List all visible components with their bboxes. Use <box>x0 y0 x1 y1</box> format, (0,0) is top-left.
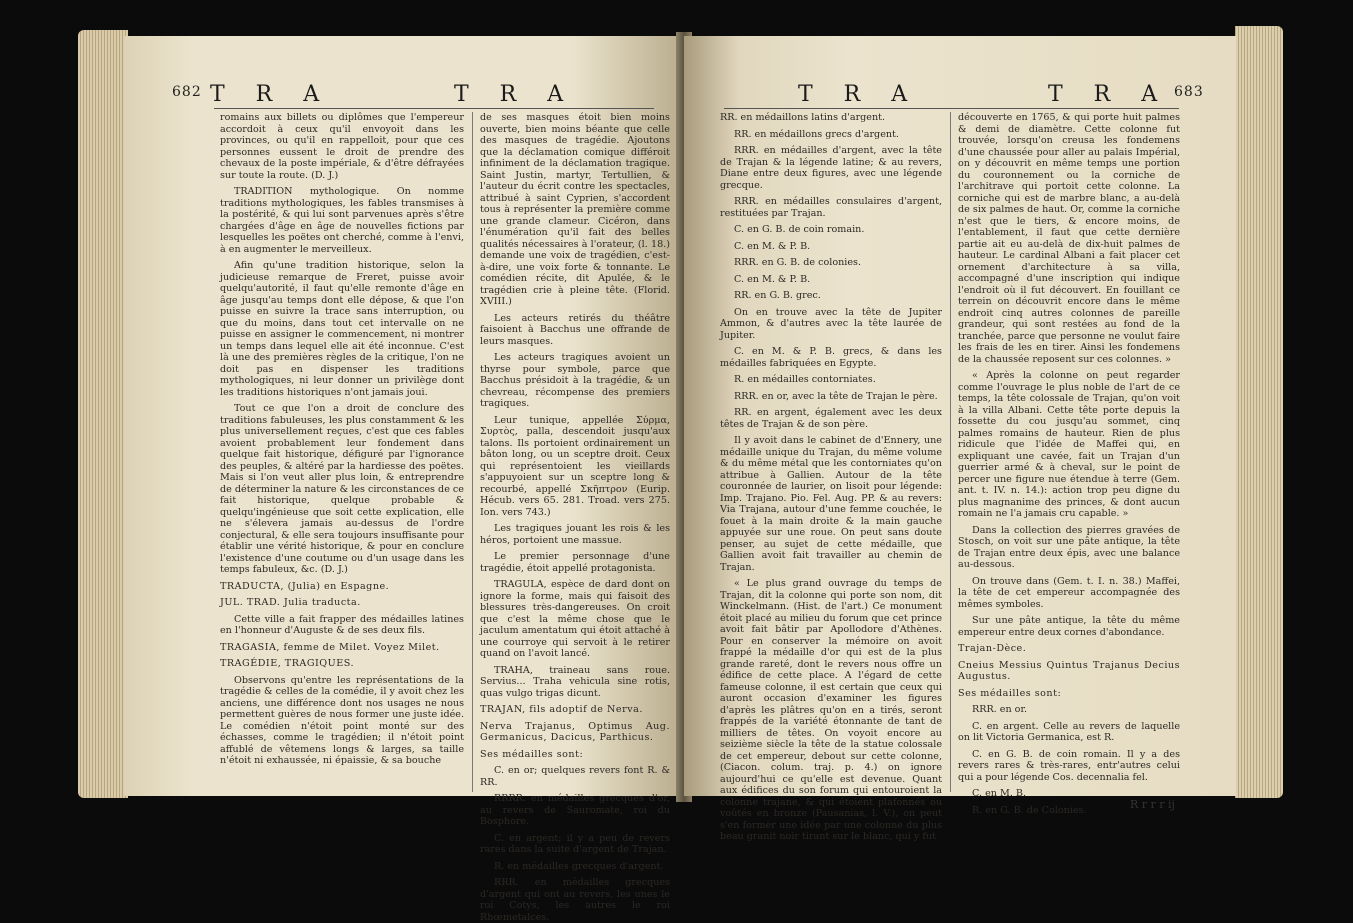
right-page <box>684 36 1236 842</box>
list-item: C. en argent; il y a peu de revers rares dans la suite d'argent de Trajan. <box>480 832 670 855</box>
page-number: 683 <box>1174 84 1204 100</box>
list-item: RRR. en G. B. de colonies. <box>734 257 862 268</box>
running-head: T R A <box>1048 82 1170 107</box>
paragraph: TRADITION mythologique. On nomme traditions mythologiques, les fables transmises à la postérité, & qui lui sont parvenues après s'être chargées d'âge en âge de nouvelles fictions par lesquelles les poëtes ont cherché, comme à l'envi, à en augmenter le merveilleux. <box>220 186 464 255</box>
running-head: T R A <box>210 82 332 107</box>
list-item: Ses médailles sont: <box>958 687 1062 699</box>
list-item: RRRR. en médailles grecques d'or, au revers de Sauromate, roi du Bosphore. <box>480 793 670 827</box>
paragraph: Observons qu'entre les représentations de la tragédie & celles de la comédie, il y avoit chez les anciens, une différence dont nos usages ne nous permettent guères de nous former une juste idée. Le comédien n'étoit point monté sur des échasses, comme le tragédien; il n'étoit point affublé de vêtemens longs & larges, sa taille n'étoit ni exhaussée, ni épaissie, & sa bouche <box>220 674 464 766</box>
list-item: C. en G. B. de coin romain. Il y a des revers rares & très-rares, entr'autres celui qui a pour légende Cos. decennalia fel. <box>958 748 1180 783</box>
paragraph: On en trouve avec la tête de Jupiter Ammon, & d'autres avec la tête laurée de Jupiter. <box>720 306 942 341</box>
entry-heading: Trajan-Dèce. <box>958 643 1027 654</box>
page-edges-left <box>78 30 128 798</box>
column-rule <box>472 112 473 792</box>
paragraph: Il y avoit dans le cabinet de d'Ennery, une médaille unique du Trajan, du même volume & du même métal que les contorniates qu'on attribue à Gallien. Autour de la tête couronnée de laurier, on lisoit pour légende: Imp. Trajano. Pio. Fel. Aug. PP. & au revers: Via Trajana, autour d'une femme couchée, le fouet à la main droite & la main gauche appuyée sur une roue. On peut sans doute penser, au sujet de cette médaille, que Gallien avoit fait travailler au chemin de Trajan. <box>720 435 942 573</box>
header-rule <box>724 108 1179 109</box>
text-column-1 <box>220 112 464 802</box>
entry-heading: TRAGASIA, femme de Milet. Voyez Milet. <box>220 641 440 653</box>
paragraph: Le premier personnage d'une tragédie, étoit appellé protagonista. <box>480 551 670 574</box>
paragraph: romains aux billets ou diplômes que l'empereur accordoit à ceux qu'il envoyoit dans les provinces, ou qu'il en rappelloit, pour que ces personnes eussent le droit de prendre des chevaux de la poste impériale, & d'être défrayées sur toute la route. (D. J.) <box>220 112 464 181</box>
legend-line: Cneius Messius Quintus Trajanus Decius Augustus. <box>958 659 1180 682</box>
header-rule <box>214 108 654 109</box>
page-number: 682 <box>172 84 202 100</box>
list-item: RRR. en médailles grecques d'argent qui ont au revers, les unes le roi Cotys, les autres le roi Rhœmetalces. <box>480 877 670 923</box>
list-item: C. en M. & P. B. <box>734 273 811 285</box>
entry-heading: TRAGÉDIE, TRAGIQUES. <box>220 658 355 669</box>
legend-line: Nerva Trajanus, Optimus Aug. Germanicus, Dacicus, Parthicus. <box>480 720 670 743</box>
paragraph: Leur tunique, appellée Σύρμα, Συρτὸς, palla, descendoit jusqu'aux talons. Ils portoient ordinairement un bâton long, ou un sceptre droit. Ceux qui représentoient les vieillards s'appuyoient sur un sceptre long & recourbé, appellé Σκῆπτρον (Eurip. Hécub. vers 65. 281. Troad. vers 275. Ion. vers 743.) <box>480 414 670 518</box>
list-item: RRR. en médailles d'argent, avec la tête de Trajan & la légende latine; & au revers, Diane entre deux figures, avec une légende grecque. <box>720 145 942 191</box>
list-item: R. en G. B. de Colonies. <box>972 804 1087 816</box>
text-column-1 <box>720 112 942 842</box>
paragraph: de ses masques étoit bien moins ouverte, bien moins béante que celle des masques de tragédie. Ajoutons que la déclamation comique différoit infiniment de la déclamation tragique. Saint Justin, martyr, Tertullien, & l'auteur du écrit contre les spectacles, attribué à saint Cyprien, s'accordent tous à représenter la première comme une grande clameur. Cicéron, dans l'énumération qu'il fait des belles qualités nécessaires à l'orateur, (l. 18.) demande une voix de tragédien, c'est-à-dire, une voix forte & tonnante. Le comédien récite, dit Apulée, & le tragédien crie à pleine tête. (Florid. XVIII.) <box>480 112 670 307</box>
list-item: R. en médailles contorniates. <box>734 374 876 385</box>
paragraph: « Après la colonne on peut regarder comme l'ouvrage le plus noble de l'art de ce temps, la tête colossale de Trajan, qu'on voit à la villa Albani. Cette tête porte depuis la fossette du cou jusqu'au sommet, cinq palmes romains de hauteur. Rien de plus ridicule que l'idée de Maffei qui, en expliquant une cavée, fait un Trajan d'un guerrier armé & à cheval, sur le point de percer une figure nue étendue à terre (Gem. ant. t. IV. n. 14.): action trop peu digne du plus magnanime des princes, & dont aucun romain ne l'a jamais cru capable. » <box>958 370 1180 519</box>
signature-mark: R r r r ij <box>1130 798 1175 811</box>
list-item: C. en M. & P. B. grecs, & dans les médailles fabriquées en Egypte. <box>720 346 942 369</box>
entry-heading: TRAJAN, fils adoptif de Nerva. <box>480 704 643 715</box>
list-item: RR. en argent, également avec les deux têtes de Trajan & de son père. <box>720 407 942 430</box>
text-column-2 <box>480 112 670 923</box>
list-item: Ses médailles sont: <box>480 748 584 760</box>
paragraph: Les tragiques jouant les rois & les héros, portoient une massue. <box>480 523 670 546</box>
list-item: R. en médailles grecques d'argent. <box>494 860 664 872</box>
paragraph: « Le plus grand ouvrage du temps de Trajan, dit la colonne qui porte son nom, dit Winckelmann. (Hist. de l'art.) Ce monument étoit placé au milieu du forum que cet prince avoit fait bâtir par Apollodore d'Athènes. Pour en conserver la mémoire on avoit frappé la médaille d'or qui est de la plus grande rareté, dont le revers nous offre un édifice de cette place. A l'égard de cette fameuse colonne, il est certain que ceux qui auront occasion d'examiner les figures d'après les plâtres qu'on en a tirés, seront frappés de la variété étonnante de tant de milliers de têtes. On voyoit encore au seizième siècle la tête de la statue colossale de cet empereur, debout sur cette colonne, (Ciacon. colum. traj. p. 4.) on ignore aujourd'hui ce qu'elle est devenue. Quant aux édifices du son forum qui entouroient la colonne trajane, & qui étoient plafonnés ou voûtés en bronze (Pausanias, l. V.), on peut s'en former une idée par une colonne du plus beau granit noir tirant sur le blanc, qui y fut <box>720 578 942 842</box>
paragraph: TRAGULA, espèce de dard dont on ignore la forme, mais qui faisoit des blessures très-dangereuses. On croit que c'est la même chose que le jaculum amentatum qui étoit attaché à une courroye qui servoit à le retirer quand on l'avoit lancé. <box>480 579 670 659</box>
paragraph: découverte en 1765, & qui porte huit palmes & demi de diamètre. Cette colonne fut trouvée, lorsqu'on creusa les fondemens d'une chaussée pour aller au palais Impérial, on y découvrit en même temps une portion du couronnement ou la corniche de l'architrave qui portoit cette colonne. La corniche qui est de marbre blanc, a au-delà de six palmes de haut. Or, comme la corniche n'est que le tiers, & encore moins, de l'entablement, il faut que cette dernière partie ait eu au-delà de dix-huit palmes de hauteur. Le cardinal Albani a fait placer cet ornement d'architecture à sa villa, accompagné d'une inscription qui indique l'endroit où il fut découvert. En fouillant ce terrein on découvrit encore dans le même endroit cinq autres colonnes de pareille grandeur, qui sont restées au fond de la tranchée, parce que personne ne voulut faire les frais de les en tirer. Ainsi les fondemens de la chaussée reposent sur ces colonnes. » <box>958 112 1180 365</box>
paragraph: Cette ville a fait frapper des médailles latines en l'honneur d'Auguste & de ses deux fils. <box>220 613 464 636</box>
list-item: RR. en médaillons grecs d'argent. <box>734 128 899 140</box>
legend-line: JUL. TRAD. Julia traducta. <box>220 597 361 608</box>
list-item: RR. en G. B. grec. <box>734 290 821 301</box>
open-book <box>78 22 1283 923</box>
list-item: RR. en médaillons latins d'argent. <box>720 112 886 123</box>
paragraph: On trouve dans (Gem. t. I. n. 38.) Maffei, la tête de cet empereur accompagnée des mêmes symboles. <box>958 575 1180 610</box>
list-item: RRR. en or. <box>972 704 1028 715</box>
list-item: C. en G. B. de coin romain. <box>734 224 865 235</box>
paragraph: Tout ce que l'on a droit de conclure des traditions fabuleuses, les plus constamment & les plus universellement reçues, c'est que ces fables avoient probablement leur fondement dans quelque fait historique, défiguré par l'ignorance des peuples, & altéré par la hardiesse des poëtes. Mais si l'on veut aller plus loin, & entreprendre de déterminer la nature & les circonstances de ce fait historique, quelque probable & quelqu'ingénieuse que soit cette explication, elle ne s'élevera jamais au-dessus de l'ordre conjectural, & elle sera toujours insuffisante pour établir une vérité historique, & pour en conclure l'existence d'une coutume ou d'un usage dans les temps fabuleux, &c. (D. J.) <box>220 403 464 575</box>
paragraph: TRAHA, traineau sans roue. Servius... Traha vehicula sine rotis, quas vulgo trigas dicunt. <box>480 664 670 699</box>
list-item: C. en M. B. <box>972 788 1027 799</box>
paragraph: Dans la collection des pierres gravées de Stosch, on voit sur une pâte antique, la tête de Trajan entre deux épis, avec une balance au-dessous. <box>958 524 1180 570</box>
list-item: RRR. en médailles consulaires d'argent, restituées par Trajan. <box>720 196 942 219</box>
running-head: T R A <box>798 82 920 107</box>
paragraph: Sur une pâte antique, la tête du même empereur entre deux cornes d'abondance. <box>958 615 1180 638</box>
left-page <box>124 36 684 923</box>
paragraph: Afin qu'une tradition historique, selon la judicieuse remarque de Freret, puisse avoir quelqu'autorité, il faut qu'elle remonte d'âge en âge jusqu'au temps dont elle dépose, & que l'on puisse en suivre la trace sans interruption, ou que du moins, dans tout cet intervalle on ne puisse en assigner le commencement, ni montrer un temps dans lequel elle ait été inconnue. C'est là une des premières règles de la critique, l'on ne doit pas en dispenser les traditions mythologiques, ni leur donner un privilège dont les traditions historiques n'ont jamais joui. <box>220 260 464 398</box>
list-item: C. en argent. Celle au revers de laquelle on lit Victoria Germanica, est R. <box>958 720 1180 743</box>
list-item: RRR. en or, avec la tête de Trajan le père. <box>734 390 938 402</box>
running-head: T R A <box>454 82 576 107</box>
list-item: C. en or; quelques revers font R. & RR. <box>480 765 670 788</box>
list-item: C. en M. & P. B. <box>734 240 811 252</box>
page-edges-right <box>1235 26 1283 798</box>
paragraph: Les acteurs tragiques avoient un thyrse pour symbole, parce que Bacchus présidoit à la tragédie, & un chevreau, récompense des premiers tragiques. <box>480 352 670 409</box>
entry-heading: TRADUCTA, (Julia) en Espagne. <box>220 580 390 592</box>
paragraph: Les acteurs retirés du théâtre faisoient à Bacchus une offrande de leurs masques. <box>480 312 670 347</box>
column-rule <box>950 112 951 792</box>
